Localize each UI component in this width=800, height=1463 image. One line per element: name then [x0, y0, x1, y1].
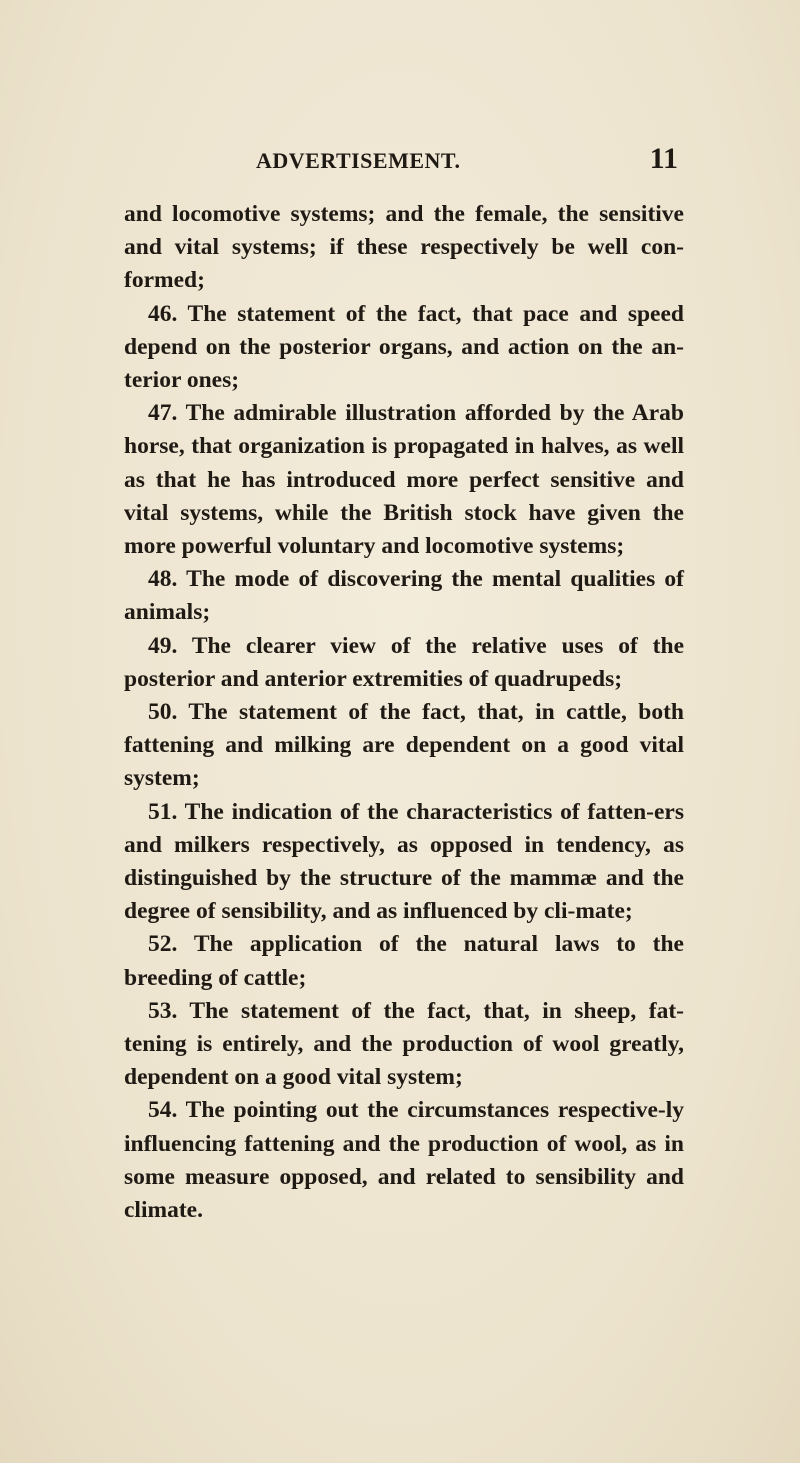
paragraph-item-49: 49. The clearer view of the relative uses of the posterior and anterior extremities of quadrupeds; — [124, 632, 684, 692]
body-text — [124, 198, 684, 1227]
paragraph-continuation: and locomotive systems; and the female, the sensitive and vital systems; if these respectively be well con-formed; — [124, 201, 684, 294]
paragraph-item-47: 47. The admirable illustration afforded by the Arab horse, that organization is propagated in halves, as well as that he has introduced more perfect sensitive and vital systems, while the British stock have given the more powerful voluntary and locomotive systems; — [124, 400, 684, 560]
paragraph-item-50: 50. The statement of the fact, that, in cattle, both fattening and milking are dependent on a good vital system; — [124, 699, 684, 792]
paragraph-item-46: 46. The statement of the fact, that pace and speed depend on the posterior organs, and action on the an-terior ones; — [124, 300, 684, 394]
page-header — [218, 140, 678, 180]
paragraph-item-53: 53. The statement of the fact, that, in sheep, fat-tening is entirely, and the production of wool greatly, dependent on a good vital system; — [124, 997, 684, 1091]
running-head: ADVERTISEMENT. — [256, 148, 461, 173]
paragraph-item-48: 48. The mode of discovering the mental qualities of animals; — [124, 566, 684, 626]
paragraph-item-51: 51. The indication of the characteristics of fatten-ers and milkers respectively, as opposed in tendency, as distinguished by the structure of the mammæ and the degree of sensibility, and as influenced by cli-mate; — [124, 798, 684, 925]
page-number: 11 — [649, 142, 678, 175]
paragraph-item-52: 52. The application of the natural laws to the breeding of cattle; — [124, 931, 684, 991]
paragraph-item-54: 54. The pointing out the circumstances respective-ly influencing fattening and the production of wool, as in some measure opposed, and related to sensibility and climate. — [124, 1097, 684, 1224]
